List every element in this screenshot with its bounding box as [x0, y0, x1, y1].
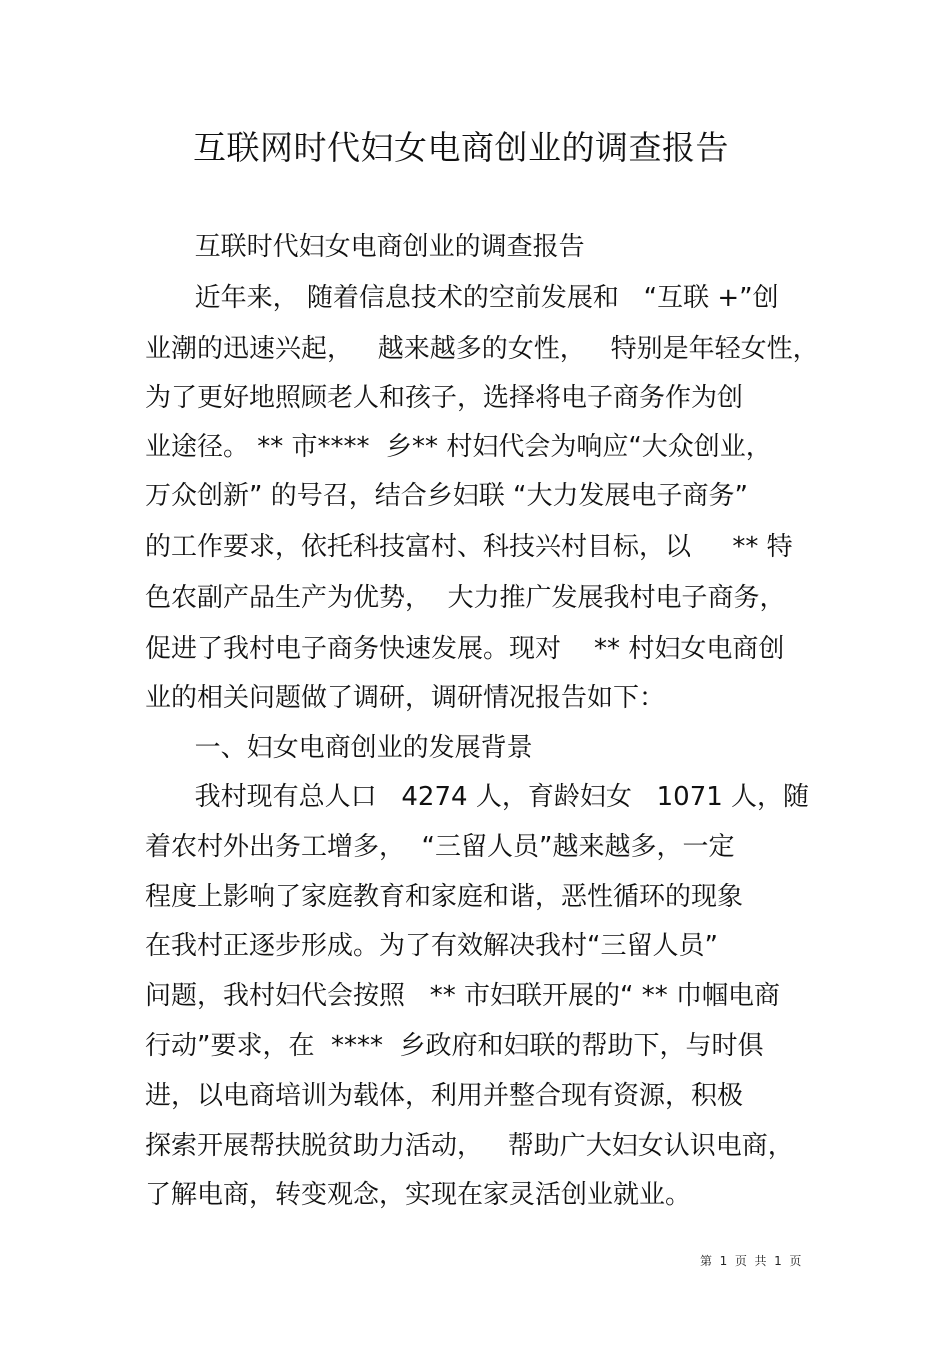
text-line: 我村现有总人口 4274 人，育龄妇女 1071 人，随 — [145, 782, 810, 812]
text-line: 业潮的迅速兴起， 越来越多的女性， 特别是年轻女性， — [145, 334, 819, 364]
document-title: 互联网时代妇女电商创业的调查报告 — [193, 128, 729, 167]
text-line: 在我村正逐步形成。为了有效解决我村“三留人员” — [145, 931, 718, 961]
text-line: 问题，我村妇代会按照 ** 市妇联开展的“ ** 巾帼电商 — [145, 981, 781, 1011]
section-heading: 一、妇女电商创业的发展背景 — [145, 733, 533, 763]
text-line: 行动”要求，在 **** 乡政府和妇联的帮助下，与时俱 — [145, 1031, 764, 1061]
text-line: 为了更好地照顾老人和孩子，选择将电子商务作为创 — [145, 383, 744, 413]
text-line: 着农村外出务工增多， “三留人员”越来越多，一定 — [145, 832, 735, 862]
text-line: 的工作要求，依托科技富村、科技兴村目标，以 ** 特 — [145, 532, 793, 562]
text-line: 促进了我村电子商务快速发展。现对 ** 村妇女电商创 — [145, 634, 785, 664]
text-line: 探索开展帮扶脱贫助力活动， 帮助广大妇女认识电商， — [145, 1131, 794, 1161]
text-line: 业的相关问题做了调研，调研情况报告如下： — [145, 683, 666, 713]
text-line: 万众创新” 的号召，结合乡妇联 “大力发展电子商务” — [145, 481, 748, 511]
text-line: 了解电商，转变观念，实现在家灵活创业就业。 — [145, 1180, 692, 1210]
text-line: 进，以电商培训为载体，利用并整合现有资源，积极 — [145, 1081, 744, 1111]
text-line: 业途径。 ** 市**** 乡** 村妇代会为响应“大众创业， — [145, 432, 772, 462]
text-line: 色农副产品生产为优势， 大力推广发展我村电子商务， — [145, 583, 786, 613]
text-line: 程度上影响了家庭教育和家庭和谐，恶性循环的现象 — [145, 882, 744, 912]
text-line: 近年来， 随着信息技术的空前发展和 “互联 +”创 — [145, 283, 779, 313]
text-line: 互联时代妇女电商创业的调查报告 — [145, 232, 585, 262]
page-number: 第 1 页 共 1 页 — [700, 1254, 802, 1268]
